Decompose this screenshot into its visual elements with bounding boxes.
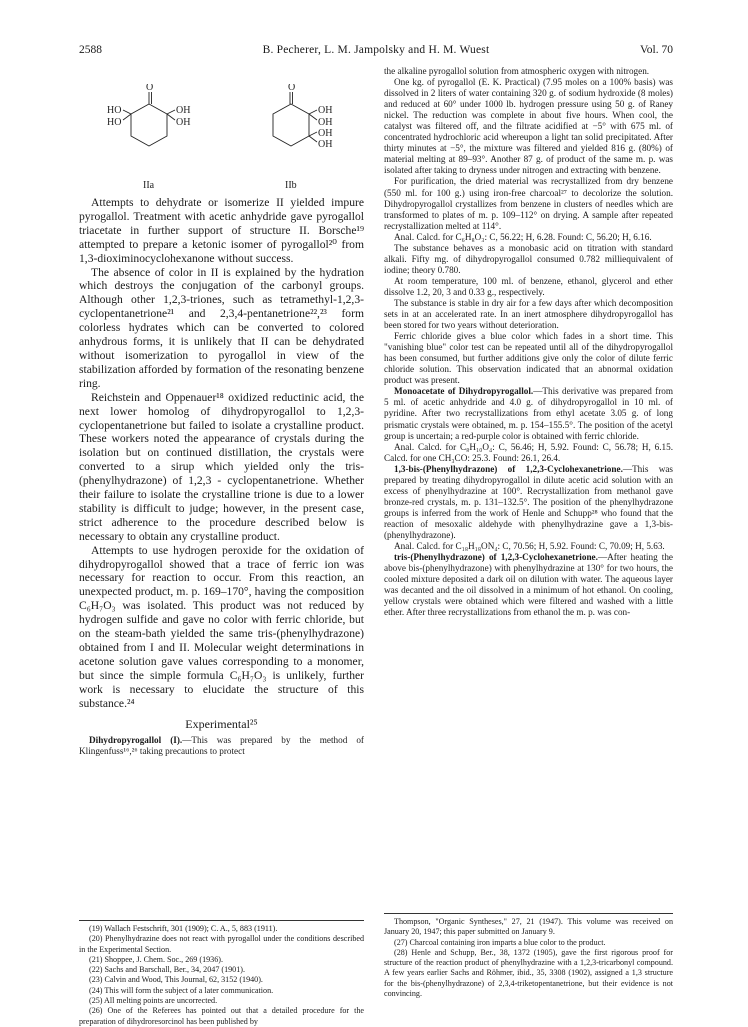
footnote: (20) Phenylhydrazine does not react with pyrogallol under the conditions described in the Experimental Section. [79,934,364,954]
iib-oxygen-label: O [288,84,296,93]
subheading: tris-(Phenylhydrazone) of 1,2,3-Cyclohexanetrione. [394,552,598,563]
paragraph: The substance behaves as a monobasic acid on titration with standard alkali. Fifty mg. of dihydropyrogallol consumed 0.782 milliequivalent of iodine; theory 0.780. [384,242,673,275]
footnote: (27) Charcoal containing iron imparts a blue color to the product. [394,937,606,947]
iib-oh-label: OH [318,128,333,139]
chemical-structures [79,84,364,196]
paragraph: Ferric chloride gives a blue color which fades in a short time. This "vanishing blue" color test can be repeated until all of the dihydropyrogallol has been consumed, but further additions give only the color of dilute ferric chloride solution. This observation indicated that an abnormal oxidation product was present. [384,331,673,386]
paragraph: Anal. Calcd. for C₁₈H₁₈ON₄: C, 70.56; H, 5.92. Found: C, 70.09; H, 5.63. [394,541,665,552]
footnote: (24) This will form the subject of a later communication. [89,985,274,995]
footnote-rule [79,920,364,921]
iia-ho-label: HO [107,105,122,116]
paragraph [79,735,364,757]
structure-label-iia: IIa [143,180,155,191]
paragraph: Anal. Calcd. for C₈H₁₀O₄: C, 56.46; H, 5.92. Found: C, 56.78; H, 6.15. Calcd. for one CH₃CO: 25.3. Found: 26.1, 26.4. [384,441,673,463]
iib-oh-label: OH [318,117,333,128]
footnote: (22) Sachs and Barschall, Ber., 34, 2047 (1901). [89,965,245,975]
paragraph: The absence of color in II is explained by the hydration which destroys the conjugation of the carbonyl groups. Although other 1,2,3-triones, such as tetramethyl-1,2,3-cyclopentanetrione²¹ and 2,3,4-pentanetrione²²,²³ form colorless hydrates which can be converted to colored anhydrous forms, it is unlikely that II can be dehydrated without isomerization to pyrogallol in view of the stabilization afforded by formation of the resonating benzene ring. [79,265,364,390]
paragraph: Reichstein and Oppenauer¹⁸ oxidized reductinic acid, the next lower homolog of dihydropyrogallol to 1,2,3-cyclopentanetrione but failed to isolate a crystalline product. These workers noted the appearance of crystals during the isolation but on continued distillation, the crystals were converted to a sirup which yielded only the tris-(phenylhydrazone) of 1,2,3 - cyclopentanetrione. Whether their failure to isolate the crystalline trione is due to a lower stability is difficult to judge; however, in the present case, strict adherence to the procedure described below is necessary to obtain any crystalline product. [79,390,364,543]
footnote: (28) Henle and Schupp, Ber., 38, 1372 (1905), gave the first rigorous proof for structure of the reaction product of phenylhydrazine with a 1,2,3-tricarbonyl compound. A few years earlier Sachs and Röhmer, ibid., 35, 3308 (1902), assigned a 1,3 structure for the bis-(phenylhydrazone) of 2,3,4-triketopentanetrione, but their evidence is not convincing. [384,947,673,999]
footnotes-left [79,916,364,1027]
iib-oh-label: OH [318,139,333,150]
left-column [79,84,364,957]
footnote: (25) All melting points are uncorrected. [89,996,218,1006]
subheading: 1,3-bis-(Phenylhydrazone) of 1,2,3-Cyclohexanetrione. [394,463,623,474]
footnote: (19) Wallach Festschrift, 301 (1909); C. A., 5, 883 (1911). [89,924,278,933]
structure-drawing [79,84,364,184]
paragraph-text: —This derivative was prepared from 5 ml. of acetic anhydride and 4.0 g. of dihydropyrogallol in 10 ml. of pyridine. After two recrystallizations from ethyl acetate 3.05 g. of long prismatic crystals were obtained, m. p. 154–155.5°. The position of the acetyl group is uncertain; a red-purple color is obtained with ferric chloride. [384,386,673,441]
paragraph: Attempts to dehydrate or isomerize II yielded impure pyrogallol. Treatment with acetic anhydride gave pyrogallol triacetate in further support of structure II. Borsche¹⁹ attempted to prepare a ketonic isomer of pyrogallol²⁰ from 1,3-dioximinocyclohexanone without success. [79,196,364,265]
paragraph-text: —This was prepared by the method of Klingenfuss¹⁶,²⁶ taking precautions to protect [79,734,364,756]
footnote: (26) One of the Referees has pointed out that a detailed procedure for the preparation of dihydroresorcinol has been published by [79,1006,364,1026]
page-number: 2588 [79,44,102,56]
footnotes-right [384,909,673,999]
paragraph [384,464,673,541]
footnote: Thompson, "Organic Syntheses," 27, 21 (1947). This volume was received on January 20, 1947; this paper submitted on January 9. [384,917,673,937]
section-heading-experimental: Experimental²⁵ [185,716,258,731]
iia-oh-label: OH [176,117,191,128]
paragraph: For purification, the dried material was recrystallized from dry benzene (550 ml. for 100 g.) using iron-free charcoal²⁷ to decolorize the solution. Dihydropyrogallol crystallizes from benzene in clusters of needles which are transformed to plates of m. p. 109–112° on drying. A sample after repeated recrystallization melted at 114°. [384,176,673,231]
subheading: Monoacetate of Dihydropyrogallol. [394,386,534,397]
footnote: (23) Calvin and Wood, This Journal, 62, 3152 (1940). [89,975,263,985]
iia-ho-label: HO [107,117,122,128]
paragraph: The substance is stable in dry air for a few days after which decomposition sets in at an accelerated rate. In an inert atmosphere dihydropyrogallol has been stored for two years without deterioration. [384,297,673,331]
subheading: Dihydropyrogallol (I). [89,734,183,745]
footnote-rule [384,913,673,914]
iia-oh-label: OH [176,105,191,116]
paragraph: Attempts to use hydrogen peroxide for the oxidation of dihydropyrogallol showed that a trace of ferric ion was necessary for reaction to occur. From this reaction, an unexpected product, m. p. 169–170°, having the composition C₆H₇O₃ was isolated. This product was not reduced by hydrogen sulfide and gave no color with ferric chloride, but on the steam-bath yielded the same tris-(phenylhydrazone) obtained from I and II. Molecular weight determinations in acetone solution gave values corresponding to a monomer, but since the simple formula C₆H₇O₃ is unlikely, further work is necessary to elucidate the structure of this substance.²⁴ [79,543,364,710]
iib-oh-label: OH [318,105,333,116]
paragraph: One kg. of pyrogallol (E. K. Practical) (7.95 moles on a 100% basis) was dissolved in 2 liters of water containing 320 g. of sodium hydroxide (8 moles) and reduced at 60° under 1000 lb. hydrogen pressure using 50 g. of Raney nickel. The reduction was complete in about five hours. When cool, the catalyst was filtered off, and the filtrate acidified at −5° with 675 ml. of concentrated hydrochloric acid whereupon a light tan solid precipitated. After thirty minutes at −5°, the mixture was filtered and yielded 816 g. (80%) of material melting at 89–93°. Another 87 g. of product of the same m. p. was isolated after taking to dryness under nitrogen and extracting with benzene. [384,77,673,176]
ring-iia [131,104,167,146]
running-authors: B. Pecherer, L. M. Jampolsky and H. M. Wuest [262,44,490,56]
volume-label: Vol. 70 [639,44,673,56]
iia-oxygen-label: O [146,84,154,93]
paragraph: the alkaline pyrogallol solution from atmospheric oxygen with nitrogen. [384,66,650,76]
paragraph: Anal. Calcd. for C₆H₈O₃: C, 56.22; H, 6.28. Found: C, 56.20; H, 6.16. [394,231,652,242]
structure-label-iib: IIb [285,180,297,191]
footnote: (21) Shoppee, J. Chem. Soc., 269 (1936). [89,954,223,964]
paragraph: At room temperature, 100 ml. of benzene, ethanol, glycerol and ether dissolve 1.2, 20, 3 and 0.33 g., respectively. [384,275,673,297]
paragraph-text: —This was prepared by treating dihydropyrogallol in dilute acetic acid solution with an excess of phenylhydrazine at 100°. Recrystallization from methanol gave bronze-red crystals, m. p. 131–132.5°. The position of the phenylhydrazone groups is inferred from the work of Henle and Schupp²⁸ who found that the reaction of mesoxalic aldehyde with phenylhydrazine gave a 1,3-bis-(phenylhydrazone). [384,463,673,540]
ring-iib [273,104,309,146]
paragraph-text: —After heating the above bis-(phenylhydrazone) with phenylhydrazine at 130° for two hours, the cooled mixture deposited a dark oil on dilution with water. The aqueous layer was decanted and the oil dissolved in a minimum of hot ethanol. On cooling, yellow crystals were obtained which were filtered and washed with a little ether. After three recrystallizations from ethanol the m. p. was con- [384,552,673,618]
page-header [79,44,673,60]
paragraph [384,386,673,441]
paragraph [384,552,673,618]
right-column [384,66,673,1018]
